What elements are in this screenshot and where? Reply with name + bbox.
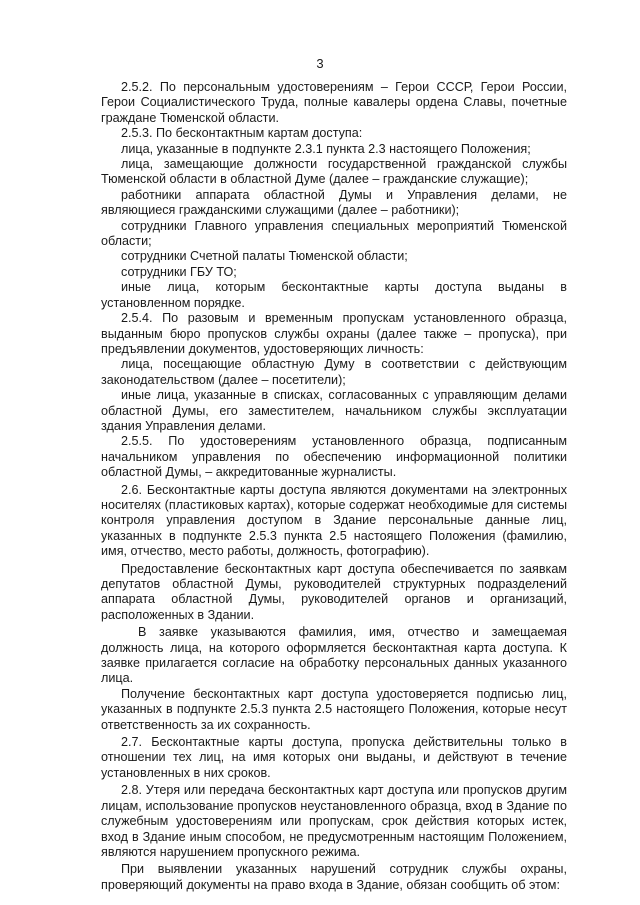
list-item: иные лица, которым бесконтактные карты доступа выданы в установленном порядке. bbox=[101, 280, 567, 310]
list-item: лица, посещающие областную Думу в соответствии с действующим законодательством (далее – посетители); bbox=[101, 357, 567, 387]
paragraph-2-5-3: 2.5.3. По бесконтактным картам доступа: bbox=[121, 126, 363, 141]
list-item: работники аппарата областной Думы и Управления делами, не являющиеся гражданскими служащими (далее – работники); bbox=[101, 187, 567, 218]
list-item: лица, замещающие должности государственной гражданской службы Тюменской области в областной Думе (далее – гражданские служащие); bbox=[101, 157, 567, 187]
paragraph-2-6: 2.6. Бесконтактные карты доступа являются документами на электронных носителях (пластиковых картах), которые содержат необходимые для системы контроля управления доступом в Здание персональные данные лиц, указанных в подпункте 2.5.3 пункта 2.5 настоящего Положения (фамилию, имя, отчество, место работы, должность, фотографию). bbox=[101, 482, 567, 559]
list-item: лица, указанные в подпункте 2.3.1 пункта 2.3 настоящего Положения; bbox=[121, 141, 531, 156]
page-number: 3 bbox=[316, 56, 324, 71]
paragraph: В заявке указываются фамилия, имя, отчество и замещаемая должность лица, на которого оформляется бесконтактная карта доступа. К заявке прилагается согласие на обработку персональных данных указанного лица. bbox=[101, 625, 567, 686]
paragraph-2-5-5: 2.5.5. По удостоверениям установленного образца, подписанным начальником управления по обеспечению информационной политики областной Думы, – аккредитованные журналисты. bbox=[101, 434, 567, 480]
paragraph: Предоставление бесконтактных карт доступа обеспечивается по заявкам депутатов областной Думы, руководителей структурных подразделений аппарата областной Думы, руководителей органов и организаций, расположенных в Здании. bbox=[101, 561, 567, 622]
paragraph: Получение бесконтактных карт доступа удостоверяется подписью лиц, указанных в подпункте 2.5.3 пункта 2.5 настоящего Положения, которые несут ответственность за их сохранность. bbox=[101, 686, 567, 732]
paragraph-2-5-4: 2.5.4. По разовым и временным пропускам установленного образца, выданным бюро пропусков службы охраны (далее также – пропуска), при предъявлении документов, удостоверяющих личность: bbox=[101, 311, 567, 356]
document-body bbox=[101, 80, 567, 893]
list-item: иные лица, указанные в списках, согласованных с управляющим делами областной Думы, его заместителем, начальником службы эксплуатации здания Управления делами. bbox=[101, 388, 567, 433]
list-item: сотрудники ГБУ ТО; bbox=[121, 264, 237, 279]
paragraph-2-7: 2.7. Бесконтактные карты доступа, пропуска действительны только в отношении тех лиц, на имя которых они выданы, и действуют в течение установленных в них сроков. bbox=[101, 735, 567, 780]
paragraph-2-8: 2.8. Утеря или передача бесконтактных карт доступа или пропусков другим лицам, использование пропусков неустановленного образца, вход в Здание по служебным удостоверениям или пропускам, срок действия которых истек, вход в Здание иным способом, не предусмотренным настоящим Положением, являются нарушением пропускного режима. bbox=[101, 783, 567, 859]
paragraph-2-5-2: 2.5.2. По персональным удостоверениям – Герои СССР, Герои России, Герои Социалистического Труда, полные кавалеры ордена Славы, почетные граждане Тюменской области. bbox=[101, 80, 567, 125]
list-item: сотрудники Счетной палаты Тюменской области; bbox=[121, 249, 408, 264]
list-item: сотрудники Главного управления специальных мероприятий Тюменской области; bbox=[101, 218, 567, 249]
paragraph: При выявлении указанных нарушений сотрудник службы охраны, проверяющий документы на право входа в Здание, обязан сообщить об этом: bbox=[101, 862, 567, 892]
